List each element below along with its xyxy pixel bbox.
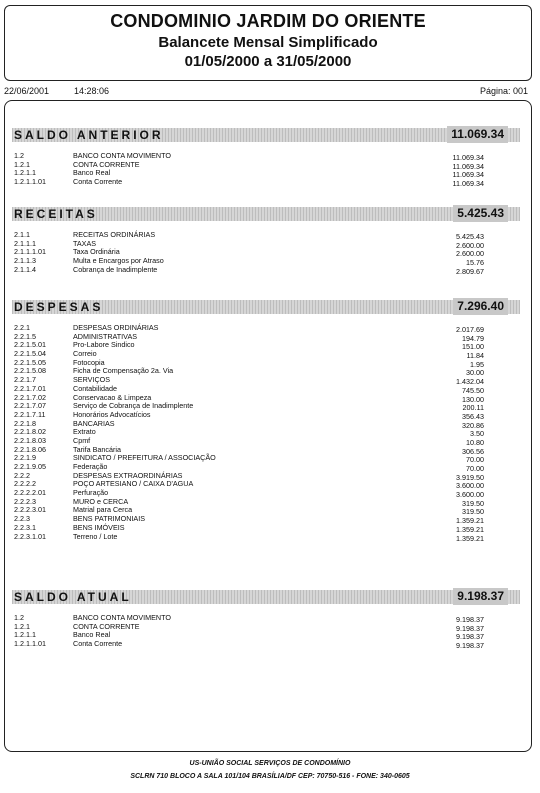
account-value: 11.069.34: [452, 161, 484, 171]
report-period: 01/05/2000 a 31/05/2000: [184, 53, 352, 70]
account-code: 2.2.1.8.02: [14, 427, 46, 437]
account-description: RECEITAS ORDINÁRIAS: [73, 230, 156, 239]
account-code: 1.2: [14, 151, 24, 160]
footer-company: US-UNIÃO SOCIAL SERVIÇOS DE CONDOMÍNIO: [189, 760, 351, 767]
account-description: CONTA CORRENTE: [73, 621, 140, 631]
account-description: Serviço de Cobrança de Inadimplente: [73, 401, 194, 411]
account-code: 2.2.1.7.02: [14, 392, 46, 402]
account-description: BENS IMÓVEIS: [73, 522, 125, 532]
account-description: BANCO CONTA MOVIMENTO: [73, 151, 171, 160]
account-value: 3.50: [470, 429, 484, 439]
account-description: Ficha de Compensação 2a. Via: [73, 366, 174, 376]
account-code: 1.2.1: [14, 159, 30, 169]
account-value: 2.600.00: [456, 240, 484, 250]
section-despesas: [12, 300, 520, 541]
section-saldo-anterior: [12, 128, 520, 187]
account-code: 2.2.1.9: [14, 453, 36, 463]
account-description: BENS PATRIMONIAIS: [73, 514, 146, 524]
account-description: Conta Corrente: [73, 639, 123, 649]
account-code: 2.2.1.9.05: [14, 462, 46, 471]
account-code: 2.2.1.8.03: [14, 435, 46, 445]
section-receitas: [12, 207, 520, 274]
account-code: 1.2.1.1: [14, 168, 36, 178]
account-code: 2.2.1.7: [14, 375, 36, 385]
account-list: [12, 324, 520, 541]
account-code: 2.2.1.5: [14, 331, 36, 341]
account-value: 11.069.34: [452, 170, 484, 180]
account-code: 2.1.1.1: [14, 238, 36, 248]
account-code: 2.1.1: [14, 230, 30, 239]
account-value: 2.600.00: [456, 249, 484, 259]
account-code: 2.2.1.5.04: [14, 349, 46, 359]
account-value: 356.43: [462, 411, 484, 421]
section-title: SALDO ATUAL: [14, 590, 132, 604]
account-code: 2.2.2.2.01: [14, 488, 46, 498]
account-value: 2.017.69: [456, 325, 484, 334]
account-list: [12, 152, 520, 187]
account-description: TAXAS: [73, 238, 97, 248]
account-description: Cpmf: [73, 435, 91, 445]
account-value: 319.50: [462, 507, 484, 517]
section-header: [12, 128, 520, 142]
account-description: SINDICATO / PREFEITURA / ASSOCIAÇÃO: [73, 453, 216, 463]
account-description: Matrial para Cerca: [73, 505, 133, 515]
account-value: 745.50: [462, 385, 484, 395]
account-code: 1.2.1.1.01: [14, 177, 46, 187]
account-description: Cobrança de Inadimplente: [73, 264, 158, 274]
account-code: 2.2.2: [14, 470, 30, 480]
account-value: 15.76: [466, 258, 484, 268]
account-code: 2.2.3.1: [14, 522, 36, 532]
account-value: 151.00: [462, 342, 484, 352]
account-description: Tarifa Bancária: [73, 444, 121, 454]
account-value: 3.919.50: [456, 472, 484, 482]
account-code: 2.2.1.7.01: [14, 383, 46, 393]
account-description: Multa e Encargos por Atraso: [73, 256, 164, 266]
account-value: 1.359.21: [456, 533, 484, 543]
account-value: 70.00: [466, 464, 484, 473]
account-value: 1.359.21: [456, 516, 484, 526]
account-code: 2.2.1.5.01: [14, 340, 46, 350]
account-description: Conta Corrente: [73, 177, 123, 187]
account-value: 320.86: [462, 420, 484, 430]
account-value: 9.198.37: [456, 632, 484, 642]
report-title: CONDOMINIO JARDIM DO ORIENTE: [110, 11, 426, 31]
account-value: 200.11: [462, 403, 484, 413]
account-description: ADMINISTRATIVAS: [73, 331, 138, 341]
account-description: BANCARIAS: [73, 418, 115, 428]
account-description: Honorários Advocatícios: [73, 409, 151, 419]
account-description: MURO e CERCA: [73, 496, 129, 506]
account-code: 2.2.2.3: [14, 496, 36, 506]
account-value: 70.00: [466, 455, 484, 465]
section-title: RECEITAS: [14, 207, 98, 221]
account-value: 1.432.04: [456, 377, 484, 387]
section-total: 9.198.37: [453, 588, 508, 605]
account-description: DESPESAS EXTRAORDINÁRIAS: [73, 470, 183, 480]
account-code: 1.2.1.1: [14, 630, 36, 640]
account-value: 1.359.21: [456, 524, 484, 534]
account-value: 130.00: [462, 394, 484, 404]
account-code: 2.1.1.3: [14, 256, 36, 266]
section-title: DESPESAS: [14, 300, 104, 314]
account-value: 10.80: [466, 437, 484, 447]
account-value: 11.069.34: [452, 153, 484, 162]
account-code: 1.2.1.1.01: [14, 639, 46, 649]
account-description: Perfuração: [73, 488, 109, 498]
account-code: 2.2.1.5.05: [14, 357, 46, 367]
account-value: 11.069.34: [452, 179, 484, 189]
account-code: 2.2.1.8: [14, 418, 36, 428]
account-row: [12, 266, 520, 275]
account-value: 1.95: [470, 359, 484, 369]
section-header: [12, 207, 520, 221]
print-time: 14:28:06: [74, 86, 110, 96]
report-subtitle: Balancete Mensal Simplificado: [158, 34, 378, 51]
section-total: 7.296.40: [453, 298, 508, 315]
section-saldo-atual: [12, 590, 520, 649]
account-code: 2.2.1.7.11: [14, 409, 46, 419]
account-code: 1.2: [14, 613, 24, 622]
account-code: 2.1.1.4: [14, 264, 36, 274]
account-description: Contabilidade: [73, 383, 117, 393]
page-number: Página: 001: [479, 86, 528, 96]
account-value: 9.198.37: [456, 641, 484, 651]
account-description: Fotocopia: [73, 357, 105, 367]
account-code: 1.2.1: [14, 621, 30, 631]
account-value: 9.198.37: [456, 615, 484, 624]
footer-address: SCLRN 710 BLOCO A SALA 101/104 BRASÍLIA/DF CEP: 70750-516 - FONE: 340-0605: [130, 773, 410, 780]
account-list: [12, 614, 520, 649]
account-value: 30.00: [466, 368, 484, 378]
section-header: [12, 590, 520, 604]
print-date: 22/06/2001: [4, 86, 50, 96]
account-value: 306.56: [462, 446, 484, 456]
account-value: 3.600.00: [456, 490, 484, 500]
section-total: 5.425.43: [453, 205, 508, 222]
account-row: [12, 178, 520, 187]
account-description: DESPESAS ORDINÁRIAS: [73, 323, 159, 332]
account-code: 2.2.3.1.01: [14, 531, 46, 541]
account-description: POÇO ARTESIANO / CAIXA D'AGUA: [73, 479, 194, 489]
account-description: SERVIÇOS: [73, 375, 111, 385]
account-code: 2.1.1.1.01: [14, 247, 46, 257]
report-header: [4, 5, 532, 81]
section-total: 11.069.34: [447, 126, 508, 143]
account-value: 2.809.67: [456, 266, 484, 276]
account-code: 2.2.2.2: [14, 479, 36, 489]
account-code: 2.2.1.8.06: [14, 444, 46, 454]
account-code: 2.2.3: [14, 514, 30, 524]
account-value: 9.198.37: [456, 623, 484, 633]
account-row: [12, 533, 520, 542]
account-description: Banco Real: [73, 630, 111, 640]
account-value: 3.600.00: [456, 481, 484, 491]
account-description: Correio: [73, 349, 97, 359]
account-description: Taxa Ordinária: [73, 247, 120, 257]
account-value: 319.50: [462, 498, 484, 508]
account-value: 5.425.43: [456, 232, 484, 241]
account-code: 2.2.1.7.07: [14, 401, 46, 411]
account-description: CONTA CORRENTE: [73, 159, 140, 169]
account-row: [12, 640, 520, 649]
account-code: 2.2.1: [14, 323, 30, 332]
account-description: Federação: [73, 462, 108, 471]
account-description: Terreno / Lote: [73, 531, 118, 541]
account-value: 194.79: [462, 333, 484, 343]
section-title: SALDO ANTERIOR: [14, 128, 164, 142]
account-value: 11.84: [466, 351, 484, 361]
account-description: Extrato: [73, 427, 96, 437]
account-description: Pro-Labore Sindico: [73, 340, 135, 350]
account-list: [12, 231, 520, 274]
account-code: 2.2.2.3.01: [14, 505, 46, 515]
account-description: Conservacao & Limpeza: [73, 392, 152, 402]
account-code: 2.2.1.5.08: [14, 366, 46, 376]
account-description: BANCO CONTA MOVIMENTO: [73, 613, 171, 622]
account-description: Banco Real: [73, 168, 111, 178]
section-header: [12, 300, 520, 314]
